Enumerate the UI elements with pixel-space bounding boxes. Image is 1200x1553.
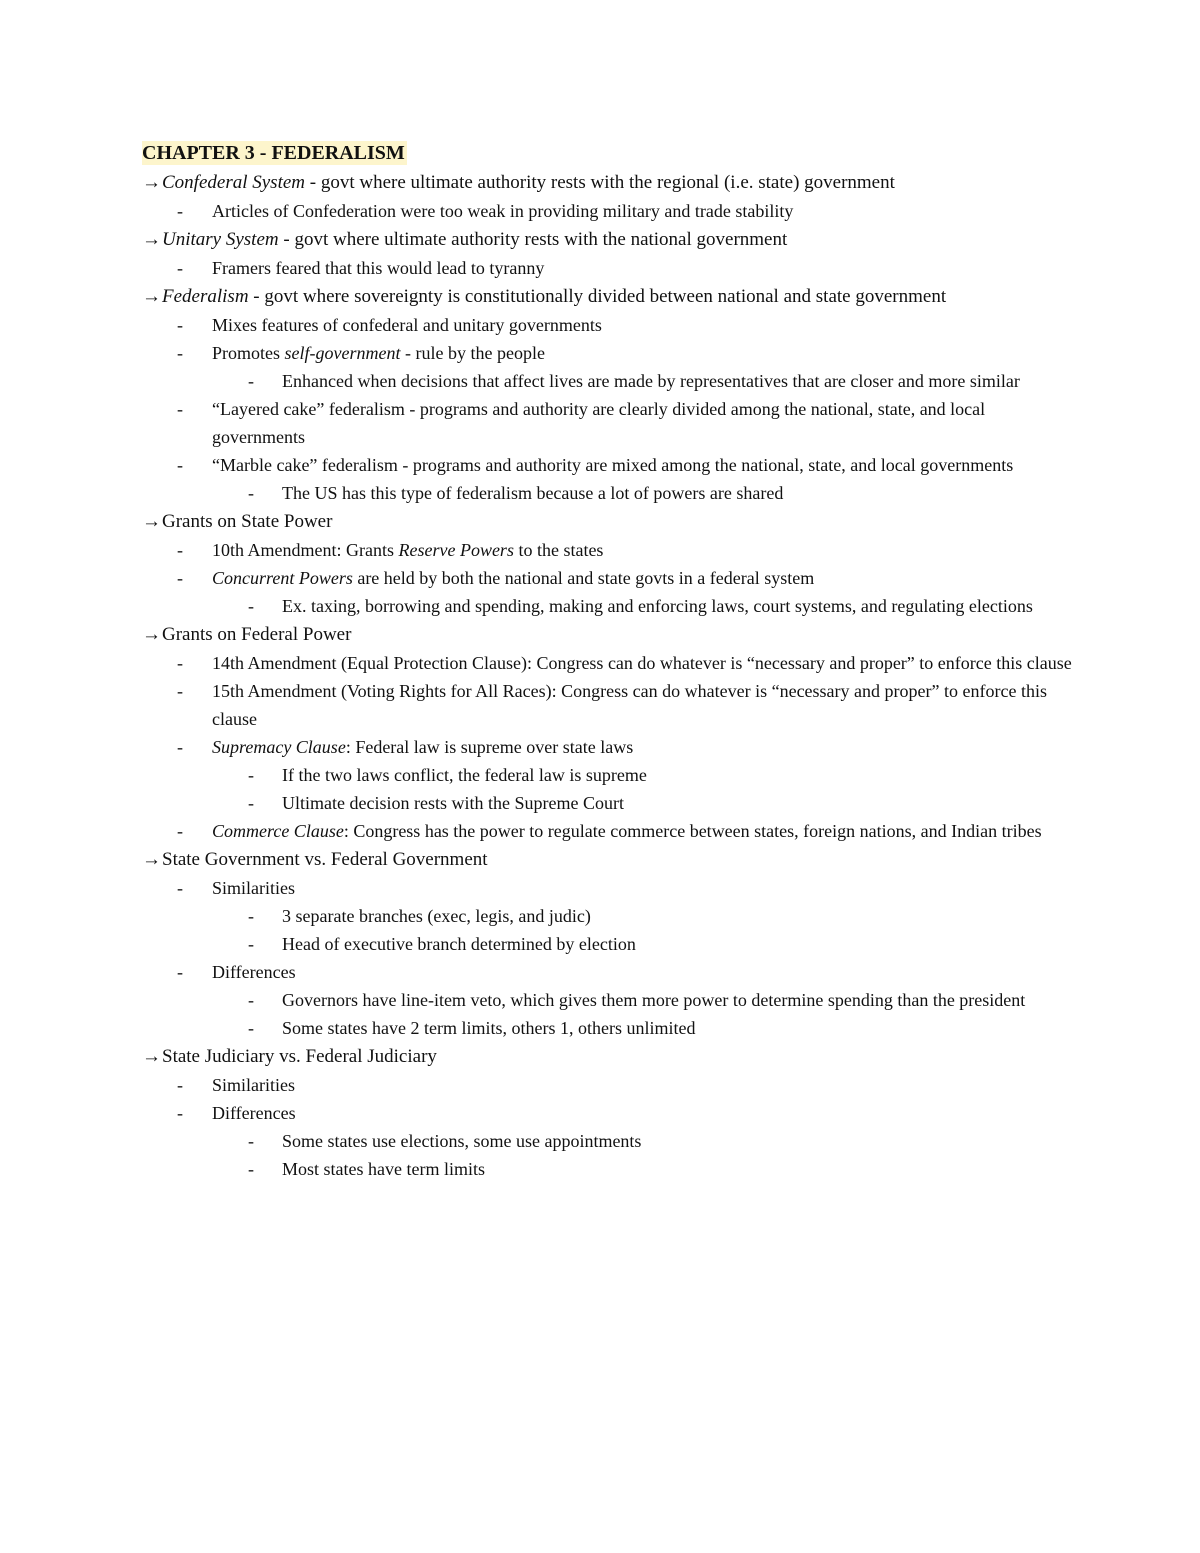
dash-bullet: -	[177, 315, 183, 335]
list-item-text	[212, 1071, 1072, 1099]
sub-list-item	[142, 1127, 1072, 1155]
list-item-text	[212, 197, 1072, 225]
dash-bullet: -	[248, 1159, 254, 1179]
list-item	[142, 339, 1072, 367]
bullet-text-segment: 14th Amendment (Equal Protection Clause): Congress can do whatever is “necessary and proper” to enforce this clause	[212, 653, 1072, 673]
bullet-text-segment: “Marble cake” federalism - programs and authority are mixed among the national, state, and local governments	[212, 455, 1014, 475]
list-item	[142, 395, 1072, 451]
bullet-text-segment: The US has this type of federalism because a lot of powers are shared	[282, 483, 784, 503]
section-heading	[142, 226, 1072, 254]
dash-bullet: -	[248, 990, 254, 1010]
list-item	[142, 536, 1072, 564]
arrow-icon: →	[142, 624, 161, 645]
bullet-text-segment: Most states have term limits	[282, 1159, 485, 1179]
list-item-text	[212, 254, 1072, 282]
list-item	[142, 677, 1072, 733]
bullet-text-segment: Enhanced when decisions that affect lives are made by representatives that are closer and more similar	[282, 371, 1020, 391]
arrow-icon: →	[142, 286, 161, 307]
key-term: Reserve Powers	[398, 540, 514, 560]
sub-list-item	[142, 1155, 1072, 1183]
sub-list-item	[142, 902, 1072, 930]
dash-bullet: -	[248, 371, 254, 391]
dash-bullet: -	[177, 455, 183, 475]
sub-list-item	[142, 1014, 1072, 1042]
dash-bullet: -	[177, 653, 183, 673]
section-heading	[142, 508, 1072, 536]
bullet-text-segment: are held by both the national and state govts in a federal system	[352, 568, 815, 588]
heading-text: Grants on Federal Power	[162, 624, 352, 645]
list-item-text	[212, 339, 1072, 367]
dash-bullet: -	[248, 934, 254, 954]
sub-list-item-text	[282, 986, 1072, 1014]
bullet-text-segment: “Layered cake” federalism - programs and authority are clearly divided among the national, state, and local governments	[212, 399, 986, 447]
sub-list-item	[142, 930, 1072, 958]
bullet-text-segment: Promotes	[212, 343, 285, 363]
bullet-text-segment: : Congress has the power to regulate commerce between states, foreign nations, and Indian tribes	[343, 821, 1042, 841]
sub-list-item-text	[282, 902, 1072, 930]
bullet-text-segment: Similarities	[212, 1075, 295, 1095]
arrow-icon: →	[142, 849, 161, 870]
list-item	[142, 649, 1072, 677]
sub-list-item-text	[282, 789, 1072, 817]
sub-list-item-text	[282, 761, 1072, 789]
list-item-text	[212, 958, 1072, 986]
dash-bullet: -	[248, 765, 254, 785]
heading-definition: - govt where ultimate authority rests with the regional (i.e. state) government	[305, 172, 895, 193]
heading-definition: - govt where sovereignty is constitutionally divided between national and state government	[248, 286, 947, 307]
list-item	[142, 1071, 1072, 1099]
section-heading	[142, 621, 1072, 649]
sub-list-item	[142, 479, 1072, 507]
arrow-icon: →	[142, 1046, 161, 1067]
bullet-text-segment: Articles of Confederation were too weak in providing military and trade stability	[212, 201, 794, 221]
sub-list-item-text	[282, 1127, 1072, 1155]
sub-list-item-text	[282, 1155, 1072, 1183]
list-item	[142, 197, 1072, 225]
heading-text: State Judiciary vs. Federal Judiciary	[162, 1046, 437, 1067]
key-term: Unitary System	[162, 229, 279, 250]
dash-bullet: -	[248, 906, 254, 926]
title-highlight: CHAPTER 3 - FEDERALISM	[142, 142, 405, 164]
list-item-text	[212, 874, 1072, 902]
bullet-text-segment: Framers feared that this would lead to tyranny	[212, 258, 545, 278]
dash-bullet: -	[177, 1075, 183, 1095]
arrow-icon: →	[142, 511, 161, 532]
heading-text: State Government vs. Federal Government	[162, 849, 488, 870]
list-item	[142, 451, 1072, 479]
bullet-text-segment: Ex. taxing, borrowing and spending, making and enforcing laws, court systems, and regulating elections	[282, 596, 1033, 616]
bullet-text-segment: 3 separate branches (exec, legis, and judic)	[282, 906, 591, 926]
list-item-text	[212, 395, 1072, 451]
section-heading	[142, 1043, 1072, 1071]
sub-list-item-text	[282, 592, 1072, 620]
list-item-text	[212, 649, 1072, 677]
dash-bullet: -	[177, 878, 183, 898]
list-item	[142, 1099, 1072, 1127]
arrow-icon: →	[142, 229, 161, 250]
list-item-text	[212, 1099, 1072, 1127]
list-item-text	[212, 536, 1072, 564]
key-term: Confederal System	[162, 172, 306, 193]
list-item	[142, 874, 1072, 902]
dash-bullet: -	[177, 343, 183, 363]
dash-bullet: -	[177, 568, 183, 588]
sub-list-item-text	[282, 930, 1072, 958]
document-page	[142, 139, 1072, 1183]
section-heading	[142, 169, 1072, 197]
dash-bullet: -	[177, 821, 183, 841]
key-term: Federalism	[162, 286, 249, 307]
sub-list-item	[142, 761, 1072, 789]
key-term: Concurrent Powers	[212, 568, 353, 588]
section-heading	[142, 283, 1072, 311]
sub-list-item	[142, 592, 1072, 620]
dash-bullet: -	[248, 793, 254, 813]
bullet-text-segment: If the two laws conflict, the federal law is supreme	[282, 765, 647, 785]
bullet-text-segment: : Federal law is supreme over state laws	[345, 737, 634, 757]
sub-list-item-text	[282, 479, 1072, 507]
bullet-text-segment: Similarities	[212, 878, 295, 898]
page-title	[142, 139, 1072, 167]
bullet-text-segment: Differences	[212, 962, 296, 982]
notes-body	[142, 169, 1072, 1183]
heading-text: Grants on State Power	[162, 511, 333, 532]
list-item-text	[212, 733, 1072, 761]
list-item-text	[212, 817, 1072, 845]
list-item	[142, 254, 1072, 282]
list-item	[142, 733, 1072, 761]
dash-bullet: -	[248, 1018, 254, 1038]
bullet-text-segment: 10th Amendment: Grants	[212, 540, 399, 560]
bullet-text-segment: Governors have line-item veto, which gives them more power to determine spending than the president	[282, 990, 1026, 1010]
sub-list-item	[142, 986, 1072, 1014]
section-heading	[142, 846, 1072, 874]
dash-bullet: -	[177, 258, 183, 278]
dash-bullet: -	[177, 201, 183, 221]
sub-list-item	[142, 789, 1072, 817]
bullet-text-segment: Mixes features of confederal and unitary governments	[212, 315, 602, 335]
key-term: self-government	[284, 343, 401, 363]
dash-bullet: -	[248, 483, 254, 503]
sub-list-item	[142, 367, 1072, 395]
list-item-text	[212, 451, 1072, 479]
dash-bullet: -	[177, 540, 183, 560]
sub-list-item-text	[282, 367, 1072, 395]
bullet-text-segment: Some states have 2 term limits, others 1, others unlimited	[282, 1018, 696, 1038]
list-item-text	[212, 311, 1072, 339]
list-item	[142, 817, 1072, 845]
heading-definition: - govt where ultimate authority rests with the national government	[278, 229, 788, 250]
bullet-text-segment: 15th Amendment (Voting Rights for All Races): Congress can do whatever is “necessary and proper” to enforce this clause	[212, 681, 1047, 729]
bullet-text-segment: Differences	[212, 1103, 296, 1123]
dash-bullet: -	[177, 737, 183, 757]
list-item-text	[212, 564, 1072, 592]
bullet-text-segment: Ultimate decision rests with the Supreme Court	[282, 793, 624, 813]
key-term: Supremacy Clause	[212, 737, 346, 757]
dash-bullet: -	[177, 681, 183, 701]
sub-list-item-text	[282, 1014, 1072, 1042]
dash-bullet: -	[177, 399, 183, 419]
dash-bullet: -	[248, 596, 254, 616]
bullet-text-segment: - rule by the people	[400, 343, 545, 363]
dash-bullet: -	[177, 962, 183, 982]
bullet-text-segment: Some states use elections, some use appointments	[282, 1131, 642, 1151]
bullet-text-segment: to the states	[513, 540, 604, 560]
arrow-icon: →	[142, 172, 161, 193]
dash-bullet: -	[177, 1103, 183, 1123]
bullet-text-segment: Head of executive branch determined by election	[282, 934, 636, 954]
list-item	[142, 564, 1072, 592]
dash-bullet: -	[248, 1131, 254, 1151]
list-item	[142, 958, 1072, 986]
key-term: Commerce Clause	[212, 821, 344, 841]
list-item	[142, 311, 1072, 339]
list-item-text	[212, 677, 1072, 733]
